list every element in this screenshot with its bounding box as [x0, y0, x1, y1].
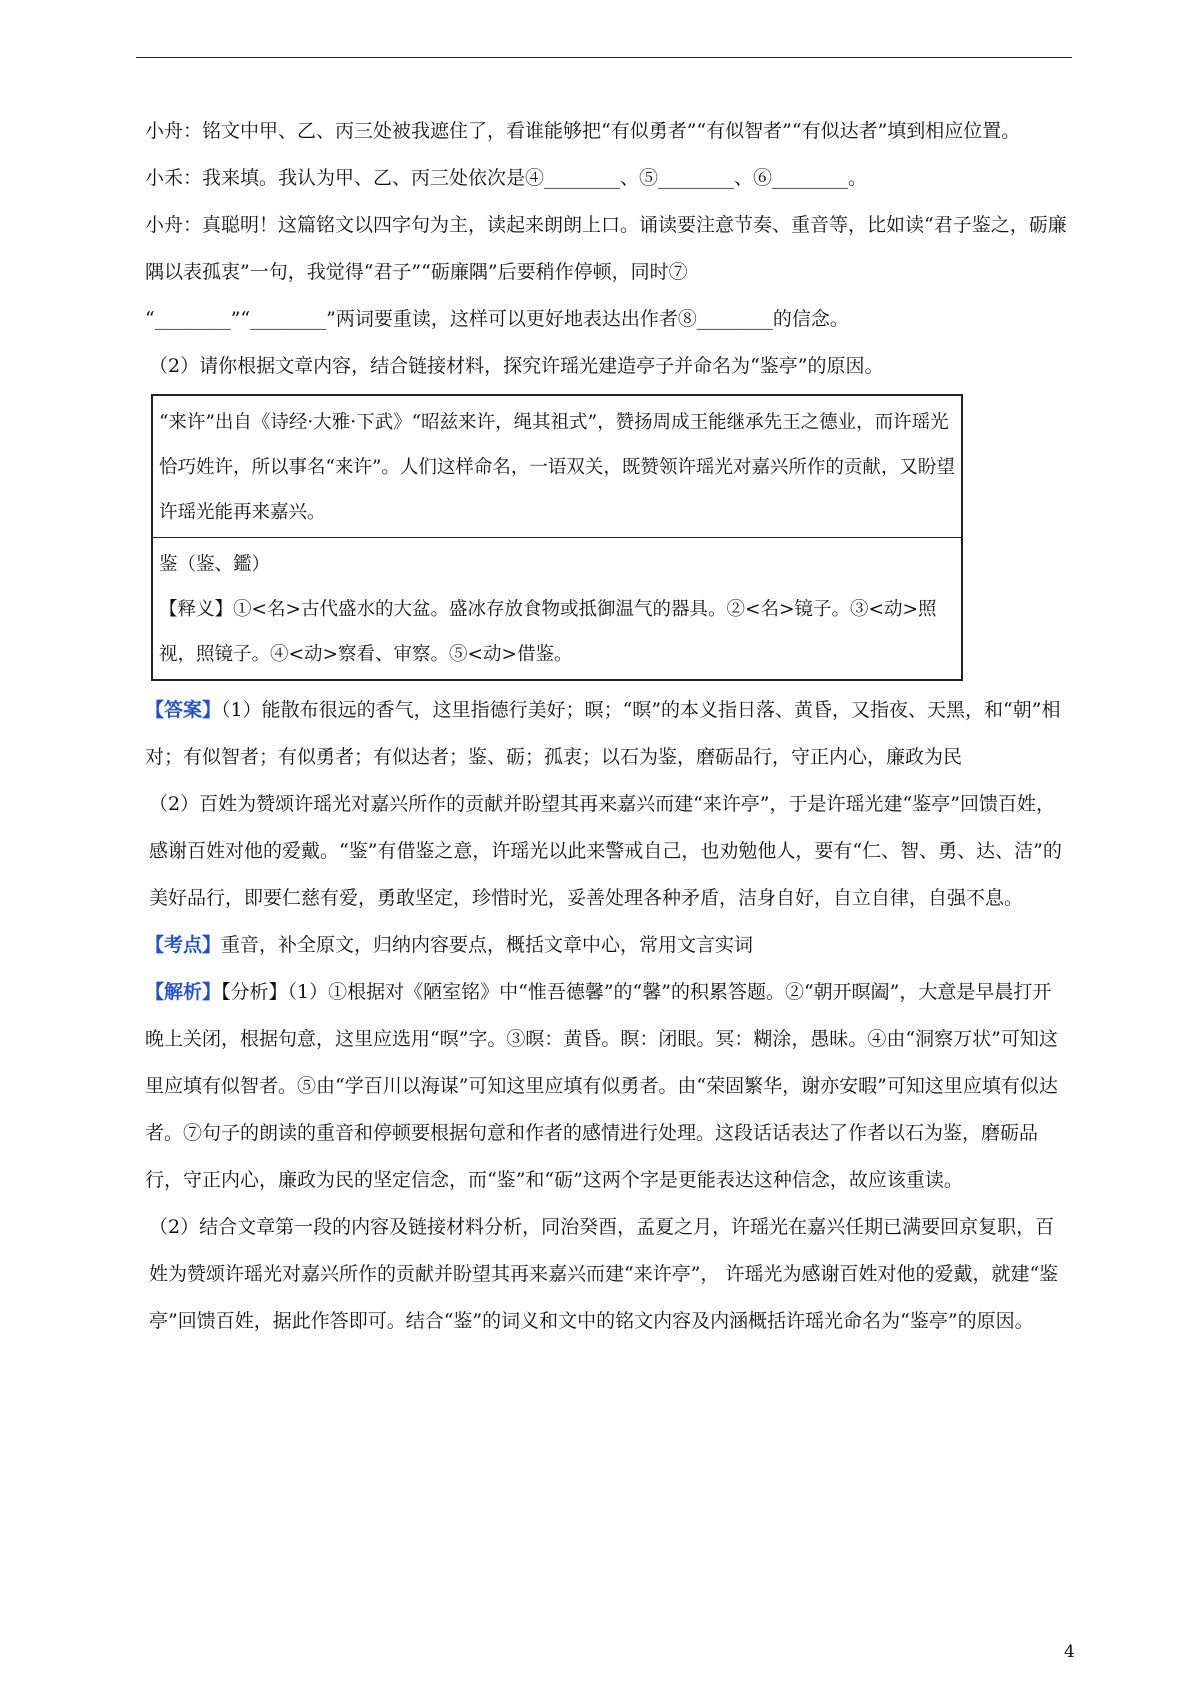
dialogue-paragraph-3: 小舟：真聪明！这篇铭文以四字句为主，读起来朗朗上口。诵读要注意节奏、重音等，比如读“君子鉴之，砺廉隅以表孤衷”一句，我觉得“君子”“砺廉隅”后要稍作停顿，同时⑦ [145, 214, 1067, 283]
answer-tag: 【答案】 [145, 699, 222, 721]
jian-title: 鉴（鉴、鑑） [159, 554, 271, 575]
document-body [145, 108, 1070, 1345]
jiexi-part-1-text: 【分析】（1）①根据对《陋室铭》中“惟吾德馨”的“馨”的积累答题。②“朝开暝阖”，大意是早晨打开晚上关闭，根据句意，这里应选用“暝”字。③暝：黄昏。瞑：闭眼。冥：糊涂，愚昧。④由“洞察万状”可知这里应填有似智者。⑤由“学百川以海谋”可知这里应填有似勇者。由“荣固繁华，谢亦安暇”可知这里应填有似达者。⑦句子的朗读的重音和停顿要根据句意和作者的感情进行处理。这段话话表达了作者以石为鉴，磨砺品行，守正内心，廉政为民的坚定信念，而“鉴”和“砺”这两个字是更能表达这种信念，故应该重读。 [145, 981, 1058, 1191]
link-material-jian [153, 537, 961, 679]
question-2: （2）请你根据文章内容，结合链接材料，探究许瑶光建造亭子并命名为“鉴亭”的原因。 [149, 355, 884, 377]
answer-part-1-text: （1）能散布很远的香气，这里指德行美好；暝；“暝”的本义指日落、黄昏，又指夜、天黑，和“朝”相对；有似智者；有似勇者；有似达者；鉴、砺；孤衷；以石为鉴，磨砺品行，守正内心，廉政为民 [145, 699, 1061, 768]
jian-definition: 【释义】①<名>古代盛水的大盆。盛冰存放食物或抵御温气的器具。②<名>镜子。③<动>照视，照镜子。④<动>察看、审察。⑤<动>借鉴。 [159, 599, 937, 665]
answer-part-2: （2）百姓为赞颂许瑶光对嘉兴所作的贡献并盼望其再来嘉兴而建“来许亭”，于是许瑶光建“鉴亭”回馈百姓，感谢百姓对他的爱戴。“鉴”有借鉴之意，许瑶光以此来警戒自己，也劝勉他人，要有“仁、智、勇、达、洁”的美好品行，即要仁慈有爱，勇敢坚定，珍惜时光，妥善处理各种矛盾，洁身自好，自立自律，自强不息。 [149, 793, 1062, 909]
dialogue-paragraph-1: 小舟：铭文中甲、乙、丙三处被我遮住了，看谁能够把“有似勇者”“有似智者”“有似达者”填到相应位置。 [145, 120, 1021, 142]
kaodian-text: 重音，补全原文，归纳内容要点，概括文章中心，常用文言实词 [221, 934, 754, 956]
kaodian-paragraph [145, 922, 1070, 969]
jiexi-paragraph-1 [145, 969, 1070, 1204]
jiexi-paragraph-2: （2）结合文章第一段的内容及链接材料分析，同治癸酉，孟夏之月，许瑶光在嘉兴任期已满要回京复职，百姓为赞颂许瑶光对嘉兴所作的贡献并盼望其再来嘉兴而建“来许亭”， 许瑶光为感谢百姓对他的爱戴，就建“鉴亭”回馈百姓，据此作答即可。结合“鉴”的词义和文中的铭文内容及内涵概括许瑶光命名为“鉴亭”的原因。 [149, 1216, 1059, 1332]
page-number: 4 [1064, 1642, 1075, 1662]
link-material-laixu: “来许”出自《诗经·大雅·下武》“昭兹来许，绳其祖式”，赞扬周成王能继承先王之德业，而许瑶光恰巧姓许，所以事名“来许”。人们这样命名，一语双关，既赞领许瑶光对嘉兴所作的贡献，又盼望许瑶光能再来嘉兴。 [159, 412, 955, 523]
dialogue-paragraph-2: 小禾：我来填。我认为甲、乙、丙三处依次是④________、⑤________、⑥________。 [145, 167, 868, 189]
dialogue-paragraph-4: “________”“________”两词要重读，这样可以更好地表达出作者⑧________的信念。 [145, 308, 849, 330]
header-rule [136, 57, 1072, 58]
answer-part-1 [145, 687, 1070, 781]
kaodian-tag: 【考点】 [145, 934, 222, 956]
link-material-box [151, 394, 963, 681]
jiexi-tag: 【解析】 [145, 981, 222, 1003]
